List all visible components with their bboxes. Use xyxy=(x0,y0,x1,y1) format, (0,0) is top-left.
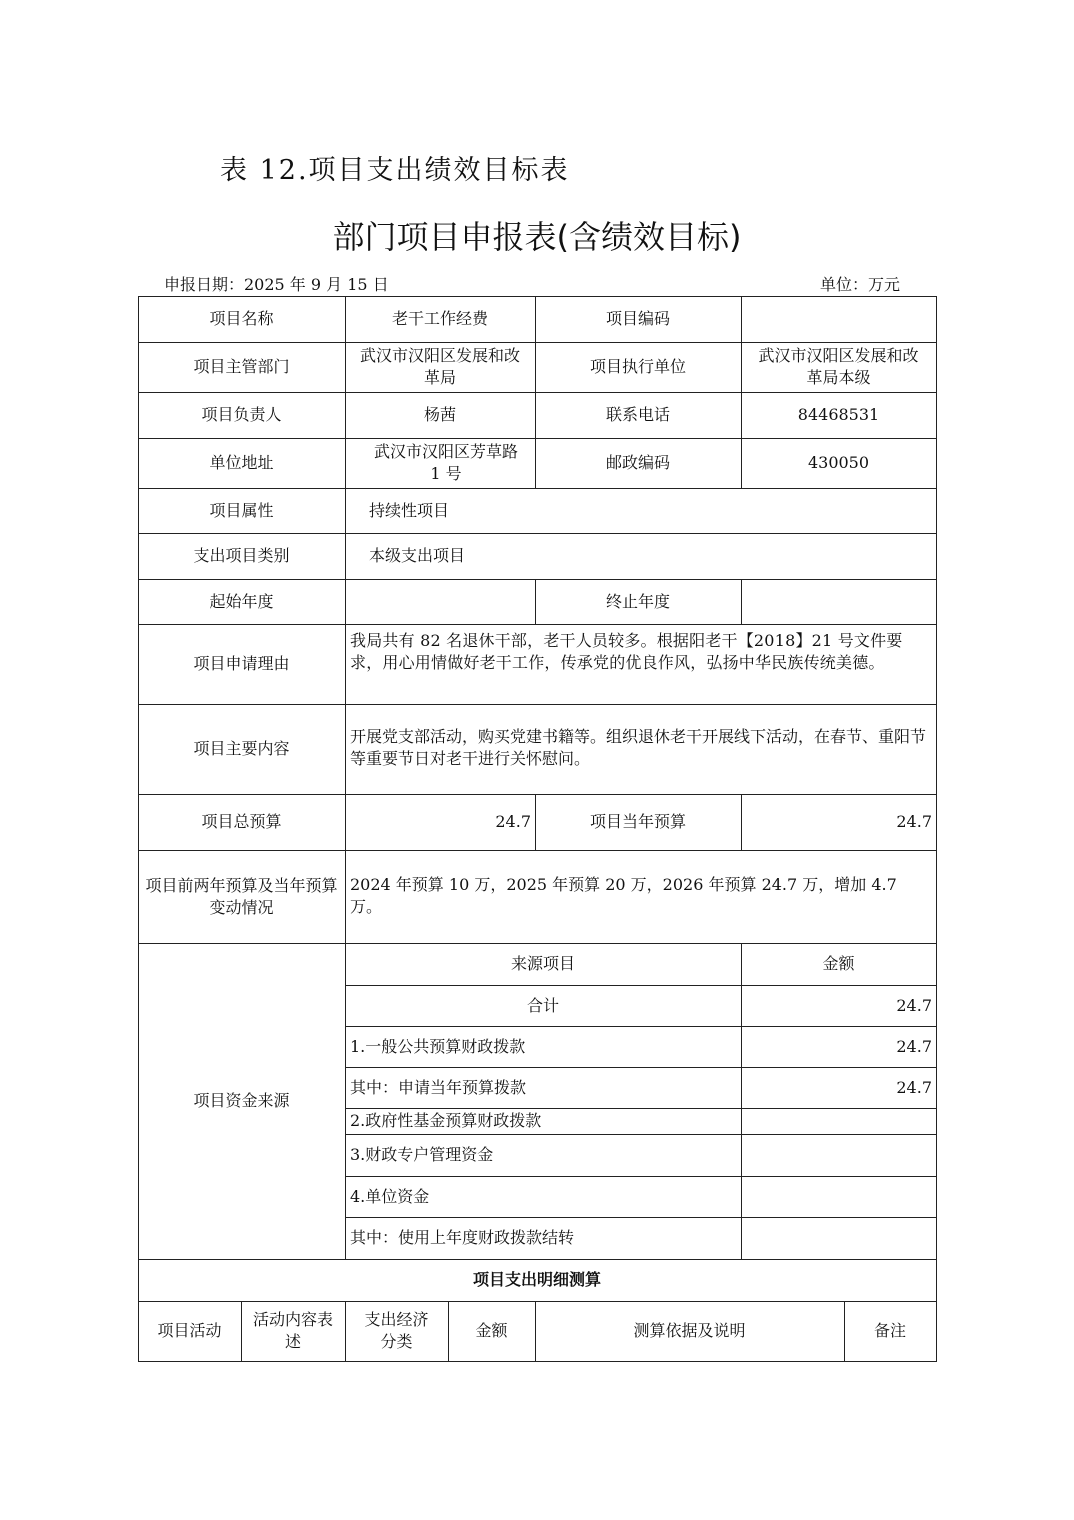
funding-row-amount: 24.7 xyxy=(896,1077,932,1097)
funding-label: 项目资金来源 xyxy=(193,1091,290,1110)
funding-row-amount xyxy=(741,1176,936,1217)
detail-col-remarks: 备注 xyxy=(873,1321,906,1340)
funding-row-total-amount: 24.7 xyxy=(896,995,932,1015)
funding-row-total-source: 合计 xyxy=(526,995,559,1015)
reason-value: 我局共有 82 名退休干部，老干人员较多。根据阳老干【2018】21 号文件要求，用心用情做好老干工作，传承党的优良作风，弘扬中华民族传统美德。 xyxy=(350,631,903,672)
address-value: 武汉市汉阳区芳草路 1 号 xyxy=(373,442,518,483)
exec-unit-value: 武汉市汉阳区发展和改革局本级 xyxy=(758,346,919,387)
detail-col-basis: 测算依据及说明 xyxy=(633,1321,746,1340)
table-border-right xyxy=(936,296,937,1362)
exec-unit-label: 项目执行单位 xyxy=(589,357,686,376)
project-name-value: 老干工作经费 xyxy=(391,309,488,328)
funding-row-source: 其中：申请当年预算拨款 xyxy=(350,1077,527,1097)
end-year-value xyxy=(741,579,936,624)
form-title: 部门项目申报表(含绩效目标) xyxy=(332,218,742,256)
history-label: 项目前两年预算及当年预算变动情况 xyxy=(145,875,338,917)
funding-header-amount: 金额 xyxy=(822,954,855,973)
funding-row-source: 1.一般公共预算财政拨款 xyxy=(350,1036,526,1056)
start-year-value xyxy=(345,579,535,624)
reason-label: 项目申请理由 xyxy=(193,654,290,673)
detail-col-activity: 项目活动 xyxy=(157,1321,222,1340)
detail-section-title: 项目支出明细测算 xyxy=(472,1270,601,1289)
attribute-value: 持续性项目 xyxy=(369,500,450,520)
funding-row-source: 2.政府性基金预算财政拨款 xyxy=(350,1111,542,1130)
document-heading: 表 12.项目支出绩效目标表 xyxy=(220,155,570,186)
detail-col-economic-class: 支出经济分类 xyxy=(364,1310,429,1351)
detail-col-description: 活动内容表述 xyxy=(253,1310,334,1351)
total-budget-label: 项目总预算 xyxy=(201,812,282,831)
unit-label: 单位：万元 xyxy=(820,275,901,294)
total-budget-value: 24.7 xyxy=(495,812,531,831)
table-border-bottom xyxy=(138,1361,937,1362)
funding-header-source: 来源项目 xyxy=(510,954,575,973)
dept-label: 项目主管部门 xyxy=(193,357,290,376)
phone-value: 84468531 xyxy=(797,405,880,424)
detail-col-amount: 金额 xyxy=(475,1321,508,1340)
content-value: 开展党支部活动，购买党建书籍等。组织退休老干开展线下活动，在春节、重阳节等重要节日对老干进行关怀慰问。 xyxy=(350,727,927,768)
end-year-label: 终止年度 xyxy=(605,591,670,611)
funding-row-amount xyxy=(741,1134,936,1176)
funding-row-source: 4.单位资金 xyxy=(350,1186,430,1206)
start-year-label: 起始年度 xyxy=(209,591,274,611)
funding-row-source: 3.财政专户管理资金 xyxy=(350,1145,494,1164)
funding-row-amount: 24.7 xyxy=(896,1036,932,1056)
project-name-label: 项目名称 xyxy=(209,309,274,328)
project-code-value xyxy=(741,296,936,342)
owner-value: 杨茜 xyxy=(423,405,456,424)
postcode-value: 430050 xyxy=(807,453,870,472)
content-label: 项目主要内容 xyxy=(193,739,290,758)
funding-row-amount xyxy=(741,1108,936,1134)
report-date: 申报日期：2025 年 9 月 15 日 xyxy=(164,275,389,294)
year-budget-value: 24.7 xyxy=(896,812,932,831)
year-budget-label: 项目当年预算 xyxy=(589,812,686,831)
history-value: 2024 年预算 10 万，2025 年预算 20 万，2026 年预算 24.7 万，增加 4.7 万。 xyxy=(350,875,897,916)
address-label: 单位地址 xyxy=(209,453,274,472)
category-value: 本级支出项目 xyxy=(369,546,466,565)
category-label: 支出项目类别 xyxy=(193,546,290,565)
project-code-label: 项目编码 xyxy=(605,309,670,328)
funding-row-amount xyxy=(741,1217,936,1259)
attribute-label: 项目属性 xyxy=(209,500,274,520)
postcode-label: 邮政编码 xyxy=(605,453,670,472)
dept-value: 武汉市汉阳区发展和改革局 xyxy=(359,346,520,387)
owner-label: 项目负责人 xyxy=(201,405,282,424)
phone-label: 联系电话 xyxy=(605,405,670,424)
funding-row-source: 其中：使用上年度财政拨款结转 xyxy=(350,1228,575,1247)
